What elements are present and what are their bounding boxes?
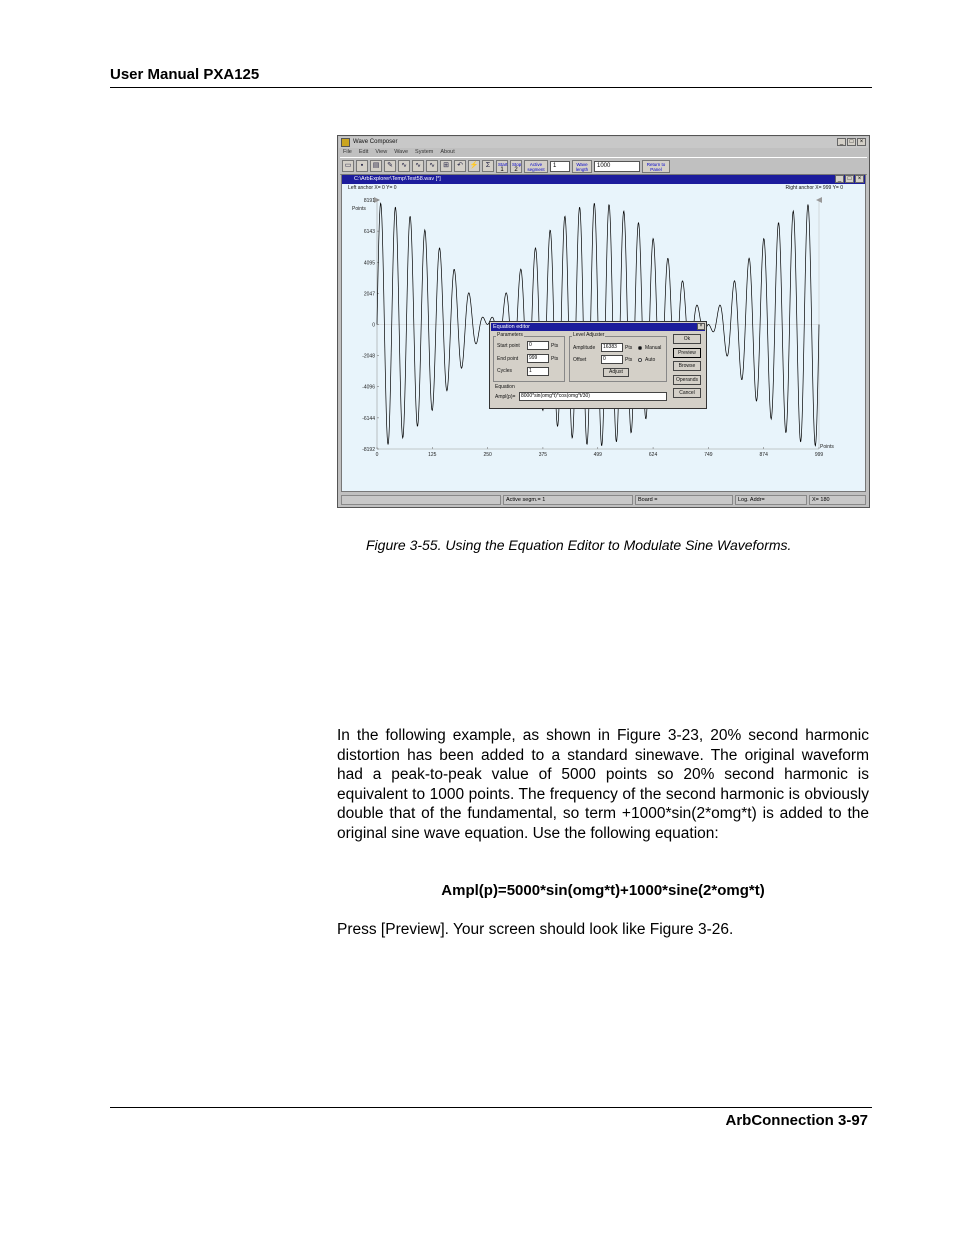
x-axis-label: Points xyxy=(820,444,834,450)
minimize-button[interactable]: _ xyxy=(837,138,846,146)
menu-edit[interactable]: Edit xyxy=(358,149,369,155)
adjust-button[interactable]: Adjust xyxy=(603,368,629,377)
zoom-icon[interactable]: ⊞ xyxy=(440,160,452,172)
stop-value: 2 xyxy=(514,166,518,173)
y-tick-label: -6144 xyxy=(362,415,375,422)
dialog-title: Equation editor xyxy=(491,323,705,331)
wave-composer-screenshot xyxy=(337,135,870,508)
end-point-unit: Pts xyxy=(551,356,559,362)
offset-input[interactable]: 0 xyxy=(601,355,623,364)
cycles-input[interactable]: 1 xyxy=(527,367,549,376)
ok-button[interactable]: Ok xyxy=(673,334,701,344)
offset-unit: Pts xyxy=(625,357,633,363)
y-tick-label: 2047 xyxy=(363,291,375,298)
manual-radio[interactable] xyxy=(638,346,642,350)
cancel-button[interactable]: Cancel xyxy=(673,388,701,398)
browse-button[interactable]: Browse xyxy=(673,361,701,371)
menu-view[interactable]: View xyxy=(375,149,388,155)
child-maximize-button[interactable]: □ xyxy=(845,175,854,183)
auto-label: Auto xyxy=(645,357,656,363)
page-header: User Manual PXA125 xyxy=(110,66,260,83)
wave-icon-2[interactable]: ∿ xyxy=(412,160,424,172)
app-title-bar xyxy=(339,137,868,148)
x-tick-label: 749 xyxy=(704,452,713,458)
wave-length-input[interactable]: 1000 xyxy=(594,161,640,172)
x-tick-label: 499 xyxy=(593,452,602,458)
wave-icon-3[interactable]: ∿ xyxy=(426,160,438,172)
active-segment-button[interactable]: Active segment xyxy=(524,160,548,173)
x-tick-label: 0 xyxy=(375,452,379,458)
wave-icon-1[interactable]: ∿ xyxy=(398,160,410,172)
x-tick-label: 250 xyxy=(483,452,492,458)
start-segment-box[interactable] xyxy=(496,160,508,173)
waveform-window-title: C:\ArbExplorer\Temp\Test58.wav [*] xyxy=(342,175,865,184)
page-footer: ArbConnection 3-97 xyxy=(725,1112,868,1129)
header-rule xyxy=(110,87,872,88)
cycles-label: Cycles xyxy=(497,368,513,374)
y-tick-label: -2048 xyxy=(362,353,375,360)
status-empty xyxy=(341,495,501,505)
child-minimize-button[interactable]: _ xyxy=(835,175,844,183)
offset-label: Offset xyxy=(573,357,587,363)
status-x: X= 180 xyxy=(809,495,866,505)
parameters-label: Parameters xyxy=(497,332,523,338)
auto-radio[interactable] xyxy=(638,358,642,362)
right-anchor-readout: Right anchor X= 999 Y= 0 xyxy=(785,185,843,191)
child-close-button[interactable]: × xyxy=(855,175,864,183)
equation-label: Equation xyxy=(495,384,515,390)
operands-button[interactable]: Operands xyxy=(673,375,701,385)
x-tick-label: 375 xyxy=(538,452,548,458)
amplitude-label: Amplitude xyxy=(573,345,596,351)
menu-system[interactable]: System xyxy=(415,149,434,155)
manual-label: Manual xyxy=(645,345,662,351)
undo-icon[interactable]: ↶ xyxy=(454,160,466,172)
preview-button[interactable]: Preview xyxy=(673,348,701,358)
wave-length-button[interactable]: Wave length xyxy=(572,160,592,173)
active-segment-input[interactable]: 1 xyxy=(550,161,570,172)
end-point-input[interactable]: 999 xyxy=(527,354,549,363)
menu-wave[interactable]: Wave xyxy=(394,149,409,155)
end-point-label: End point xyxy=(497,356,519,362)
save-icon[interactable]: ▪ xyxy=(356,160,368,172)
figure-caption: Figure 3-55. Using the Equation Editor to Modulate Sine Waveforms. xyxy=(366,537,792,553)
stop-label: Stop xyxy=(512,161,522,167)
dialog-close-button[interactable]: × xyxy=(697,323,705,330)
stop-segment-box[interactable] xyxy=(510,160,522,173)
x-tick-label: 125 xyxy=(428,452,437,458)
y-tick-label: 4095 xyxy=(363,260,375,267)
status-board: Board = xyxy=(635,495,733,505)
amplitude-input[interactable]: 16383 xyxy=(601,343,623,352)
start-label: Start xyxy=(498,161,508,167)
y-tick-label: 8191 xyxy=(363,198,375,204)
x-tick-label: 999 xyxy=(814,452,824,458)
left-anchor-readout: Left anchor X= 0 Y= 0 xyxy=(348,185,397,191)
return-to-panel-button[interactable]: Return to Panel xyxy=(642,160,670,173)
x-tick-label: 874 xyxy=(759,452,768,458)
amplitude-unit: Pts xyxy=(625,345,633,351)
menu-bar xyxy=(341,148,866,157)
open-icon[interactable]: ▭ xyxy=(342,160,354,172)
start-point-input[interactable]: 0 xyxy=(527,341,549,350)
equation-icon[interactable]: Σ xyxy=(482,160,494,172)
footer-rule xyxy=(110,1107,872,1108)
app-icon xyxy=(341,138,350,147)
x-tick-label: 624 xyxy=(648,452,658,458)
level-adjuster-label: Level Adjuster xyxy=(573,332,605,338)
equation-editor-dialog xyxy=(489,321,707,409)
y-tick-label: 0 xyxy=(372,322,375,329)
equation-input[interactable]: 8000*sin(omg*t)*cos(omg*t/30) xyxy=(519,392,667,401)
app-title: Wave Composer xyxy=(353,139,398,145)
download-icon[interactable]: ⚡ xyxy=(468,160,480,172)
start-value: 1 xyxy=(500,166,504,173)
status-log-addr: Log. Addr= xyxy=(735,495,807,505)
equation-display: Ampl(p)=5000*sin(omg*t)+1000*sine(2*omg*t) xyxy=(441,882,765,899)
status-bar xyxy=(341,495,866,505)
draw-line-icon[interactable]: ✎ xyxy=(384,160,396,172)
menu-file[interactable]: File xyxy=(343,149,352,155)
y-tick-label: -4096 xyxy=(362,384,375,391)
press-preview-text: Press [Preview]. Your screen should look like Figure 3-26. xyxy=(337,921,734,938)
menu-about[interactable]: About xyxy=(440,149,455,155)
y-tick-label: -8192 xyxy=(362,447,375,453)
status-active-segm: Active segm.= 1 xyxy=(503,495,633,505)
y-tick-label: 6143 xyxy=(363,229,375,236)
ampl-label: Ampl(p)= xyxy=(495,394,516,400)
start-point-unit: Pts xyxy=(551,343,559,349)
waveform-window xyxy=(341,174,866,492)
close-button[interactable]: × xyxy=(857,138,866,146)
toolbar xyxy=(340,157,867,175)
start-point-label: Start point xyxy=(497,343,520,349)
print-icon[interactable]: ▤ xyxy=(370,160,382,172)
maximize-button[interactable]: □ xyxy=(847,138,856,146)
y-axis-label: Points xyxy=(352,206,366,212)
body-paragraph: In the following example, as shown in Figure 3-23, 20% second harmonic distortion has been added to a standard sinewave. The original waveform had a peak-to-peak value of 5000 points so 20% second harmonic is equivalent to 1000 points. The frequency of the second harmonic is obviously double that of the fundamental, so term +1000*sin(2*omg*t) is added to the original sine wave equation. Use the following equation: xyxy=(337,727,869,842)
